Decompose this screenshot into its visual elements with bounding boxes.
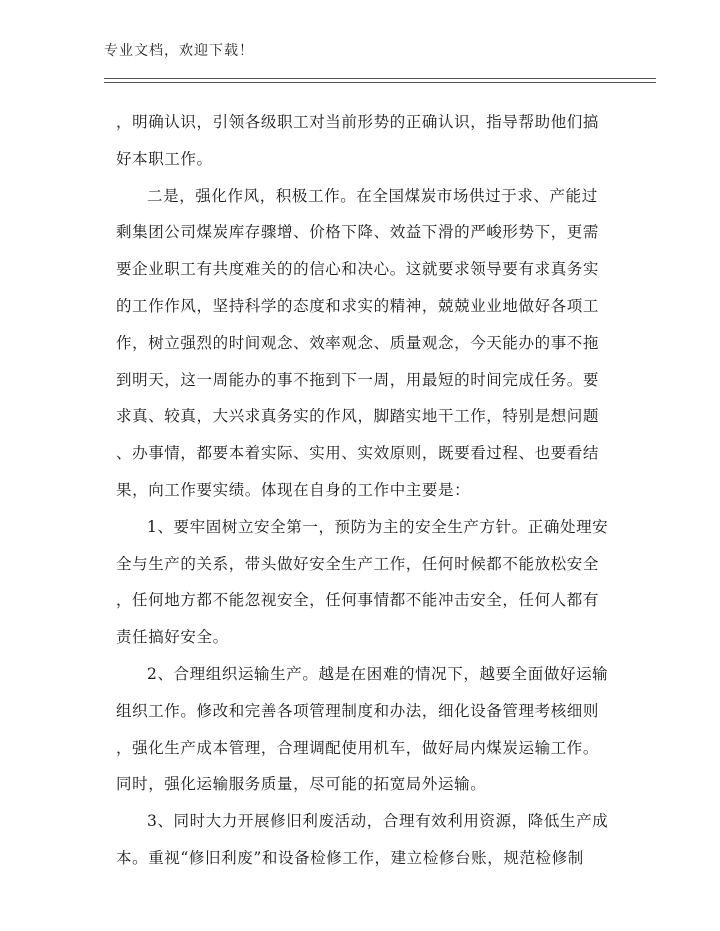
text-line: 组织工作。修改和完善各项管理制度和办法，细化设备管理考核细则 <box>116 701 600 720</box>
text-line: 1、要牢固树立安全第一，预防为主的安全生产方针。正确处理安 <box>147 517 609 536</box>
text-line: 本。重视“修旧利废”和设备检修工作，建立检修台账，规范检修制 <box>116 848 584 867</box>
text-line: 好本职工作。 <box>116 149 213 168</box>
header-rule-bottom <box>104 82 656 83</box>
text-line: 剩集团公司煤炭库存骤增、价格下降、效益下滑的严峻形势下，更需 <box>116 223 600 242</box>
text-line: 到明天，这一周能办的事不拖到下一周，用最短的时间完成任务。要 <box>116 370 600 389</box>
text-line: 、办事情，都要本着实际、实用、实效原则，既要看过程、也要看结 <box>116 444 600 463</box>
text-line: 的工作作风，坚持科学的态度和求实的精神，兢兢业业地做好各项工 <box>116 296 600 315</box>
page-header-text: 专业文档，欢迎下载！ <box>104 43 254 59</box>
text-line: ，明确认识，引领各级职工对当前形势的正确认识，指导帮助他们搞 <box>116 113 600 131</box>
text-line: 3、同时大力开展修旧利废活动，合理有效利用资源，降低生产成 <box>147 812 609 831</box>
header-rule-top <box>104 78 656 79</box>
text-line: 二是，强化作风，积极工作。在全国煤炭市场供过于求、产能过 <box>147 186 598 205</box>
text-line: ，任何地方都不能忽视安全，任何事情都不能冲击安全，任何人都有 <box>116 591 600 610</box>
text-line: 要企业职工有共度难关的的信心和决心。这就要求领导要有求真务实 <box>116 260 600 279</box>
text-line: 作，树立强烈的时间观念、效率观念、质量观念，今天能办的事不拖 <box>116 333 600 352</box>
text-line: 求真、较真，大兴求真务实的作风，脚踏实地干工作，特别是想问题 <box>116 407 600 426</box>
text-line: 果，向工作要实绩。体现在自身的工作中主要是： <box>116 480 471 499</box>
body-text <box>116 104 636 877</box>
text-line: 全与生产的关系，带头做好安全生产工作，任何时候都不能放松安全 <box>116 554 600 573</box>
text-line: 同时，强化运输服务质量，尽可能的拓宽局外运输。 <box>116 775 487 794</box>
text-line: ，强化生产成本管理，合理调配使用机车，做好局内煤炭运输工作。 <box>116 738 600 757</box>
text-line: 2、合理组织运输生产。越是在困难的情况下，越要全面做好运输 <box>147 664 609 683</box>
text-line: 责任搞好安全。 <box>116 628 229 647</box>
